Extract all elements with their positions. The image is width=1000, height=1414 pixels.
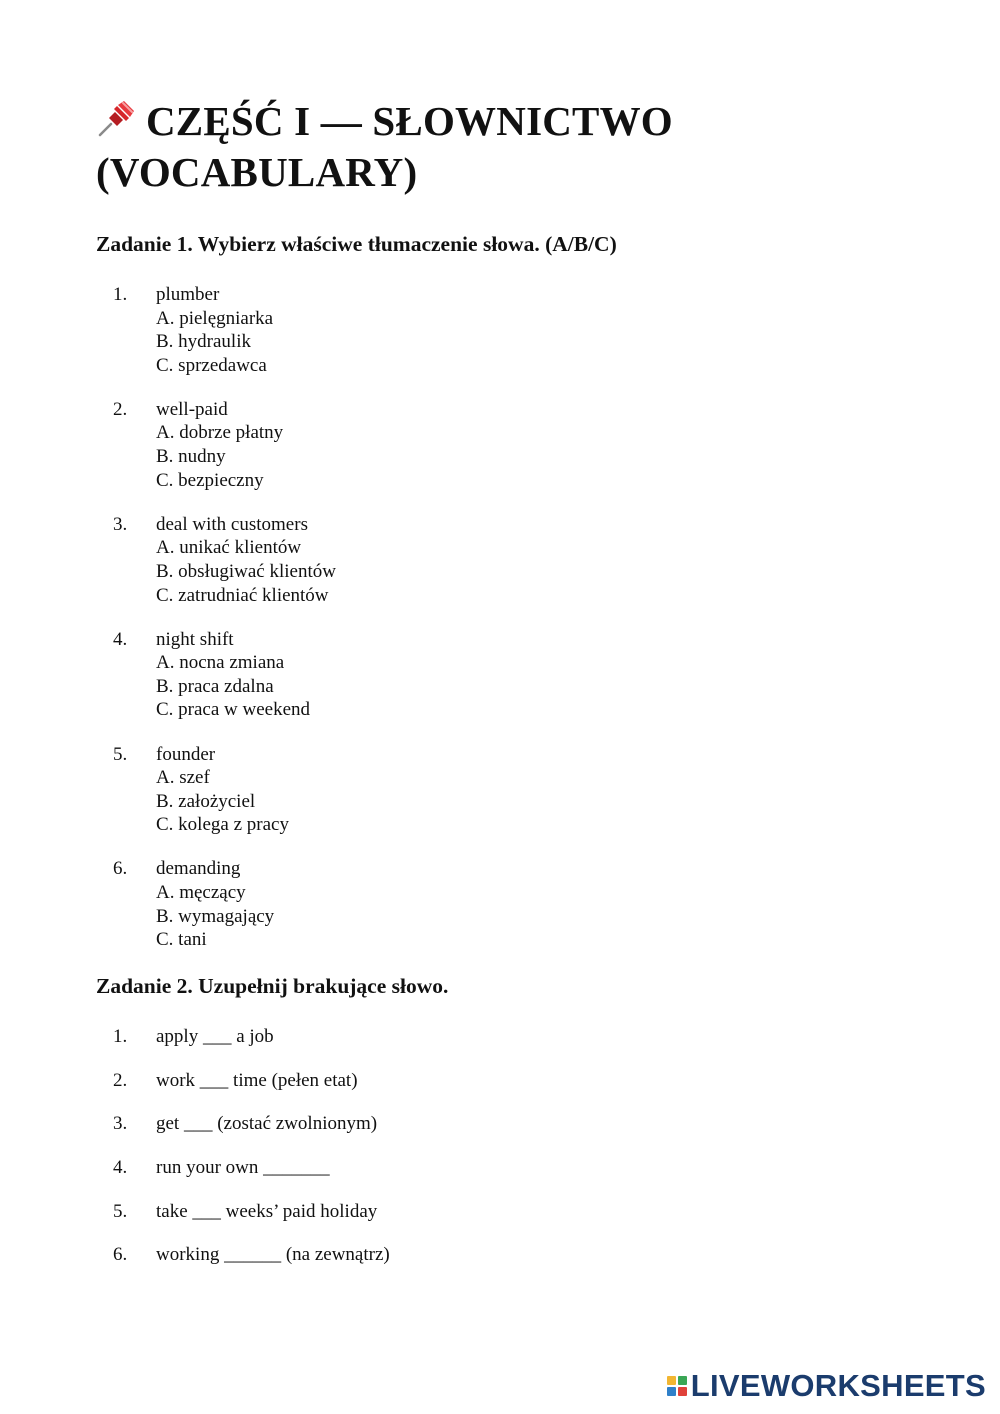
pushpin-icon <box>96 99 136 139</box>
task2-heading: Zadanie 2. Uzupełnij brakujące słowo. <box>96 974 449 999</box>
question-number: 3. <box>113 513 128 535</box>
question-number: 5. <box>113 743 128 765</box>
fill-in-item <box>96 1069 956 1093</box>
fill-in-text: apply ___ a job <box>156 1026 274 1048</box>
question-number: 4. <box>113 1157 128 1179</box>
answer-option-c: C. tani <box>156 929 207 951</box>
liveworksheets-logo-icon <box>667 1376 687 1396</box>
answer-option-c: C. zatrudniać klientów <box>156 584 329 606</box>
question-word: demanding <box>156 858 241 880</box>
question-word: well-paid <box>156 398 228 420</box>
question-word: plumber <box>156 284 220 305</box>
question-word: night shift <box>156 628 234 650</box>
answer-option-a: A. pielęgniarka <box>156 307 274 329</box>
fill-in-text: get ___ (zostać zwolnionym) <box>156 1113 378 1135</box>
fill-in-text: work ___ time (pełen etat) <box>156 1069 358 1091</box>
question-word: founder <box>156 743 216 765</box>
answer-option-a: A. nocna zmiana <box>156 652 285 674</box>
answer-option-b: B. wymagający <box>156 905 275 927</box>
task1-heading: Zadanie 1. Wybierz właściwe tłumaczenie słowa. (A/B/C) <box>96 232 617 256</box>
question-number: 2. <box>113 1069 128 1091</box>
task1-question-list <box>96 283 956 952</box>
answer-option-b: B. praca zdalna <box>156 675 274 697</box>
question-number: 5. <box>113 1200 128 1222</box>
question-item <box>96 857 956 951</box>
question-number: 6. <box>113 1244 128 1266</box>
fill-in-text: working ______ (na zewnątrz) <box>156 1244 390 1266</box>
question-item <box>96 743 956 837</box>
answer-option-a: A. dobrze płatny <box>156 422 284 444</box>
liveworksheets-logo <box>667 1368 986 1404</box>
title-line-2: (VOCABULARY) <box>96 149 418 195</box>
question-word: deal with customers <box>156 513 308 535</box>
page-title <box>96 96 956 198</box>
answer-option-b: B. nudny <box>156 446 226 468</box>
task2-question-list <box>96 1025 956 1267</box>
fill-in-text: run your own _______ <box>156 1157 330 1179</box>
title-line-1: CZĘŚĆ I — SŁOWNICTWO <box>146 98 673 144</box>
question-number: 1. <box>113 284 128 305</box>
answer-option-c: C. sprzedawca <box>156 354 267 376</box>
fill-in-item <box>96 1243 956 1267</box>
fill-in-item <box>96 1200 956 1224</box>
answer-option-b: B. obsługiwać klientów <box>156 560 336 582</box>
answer-option-a: A. unikać klientów <box>156 537 302 559</box>
question-number: 6. <box>113 858 128 880</box>
answer-option-c: C. praca w weekend <box>156 699 311 721</box>
answer-option-a: A. męczący <box>156 881 246 903</box>
fill-in-item <box>96 1025 956 1049</box>
question-item <box>96 628 956 722</box>
answer-option-b: B. hydraulik <box>156 331 251 353</box>
question-item <box>96 513 956 607</box>
answer-option-a: A. szef <box>156 767 210 789</box>
logo-text: LIVEWORKSHEETS <box>690 1368 986 1403</box>
question-item <box>96 283 956 377</box>
worksheet-page <box>96 96 956 1287</box>
question-number: 3. <box>113 1113 128 1135</box>
answer-option-c: C. bezpieczny <box>156 469 264 491</box>
answer-option-c: C. kolega z pracy <box>156 814 289 836</box>
question-number: 4. <box>113 628 128 650</box>
fill-in-item <box>96 1156 956 1180</box>
question-number: 2. <box>113 398 128 420</box>
answer-option-b: B. założyciel <box>156 790 256 812</box>
fill-in-text: take ___ weeks’ paid holiday <box>156 1200 378 1222</box>
fill-in-item <box>96 1112 956 1136</box>
question-item <box>96 398 956 492</box>
question-number: 1. <box>113 1026 128 1048</box>
